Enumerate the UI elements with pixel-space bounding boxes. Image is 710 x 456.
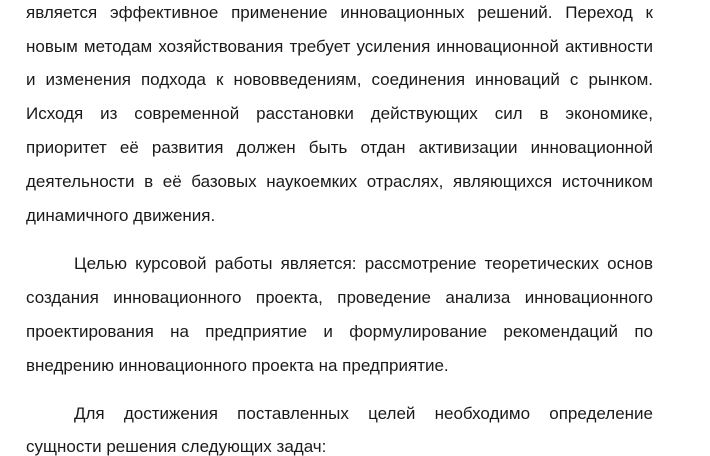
paragraph-1-line-2: новым методам хозяйствования требует усиления инновационной активности: [26, 37, 653, 56]
paragraph-2-line-2: создания инновационного проекта, проведение анализа инновационного: [26, 288, 653, 307]
paragraph-2-line-1: Целью курсовой работы является: рассмотрение теоретических основ: [74, 254, 653, 273]
paragraph-1-line-7: динамичного движения.: [26, 206, 216, 225]
paragraph-3-line-2: сущности решения следующих задач:: [26, 437, 327, 456]
paragraph-2-line-3: проектирования на предприятие и формулирование рекомендаций по: [26, 322, 653, 341]
paragraph-1-line-5: приоритет её развития должен быть отдан активизации инновационной: [26, 138, 653, 157]
paragraph-1-line-6: деятельности в её базовых наукоемких отраслях, являющихся источником: [26, 172, 653, 191]
paragraph-2-line-4: внедрению инновационного проекта на предприятие.: [26, 356, 449, 375]
paragraph-1-line-3: и изменения подхода к нововведениям, соединения инноваций с рынком.: [26, 70, 653, 89]
paragraph-3-line-1: Для достижения поставленных целей необходимо определение: [74, 404, 653, 423]
paragraph-1-line-4: Исходя из современной расстановки действующих сил в экономике,: [26, 104, 653, 123]
paragraph-1-line-1: является эффективное применение инновационных решений. Переход к: [26, 3, 653, 22]
